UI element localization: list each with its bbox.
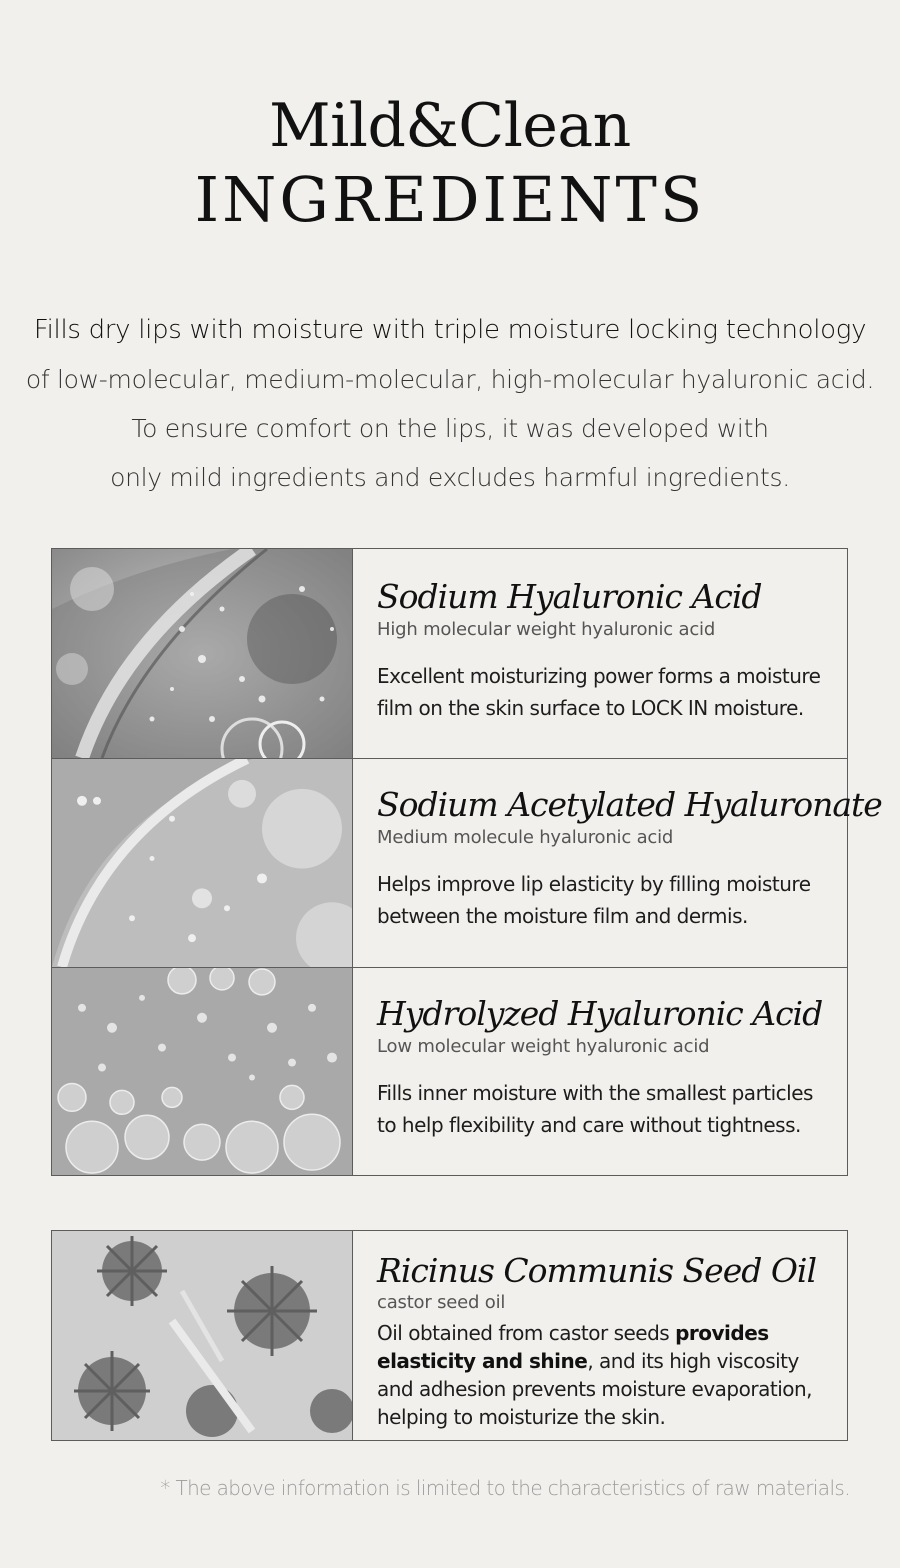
intro-line: of low-molecular, medium-molecular, high-molecular hyaluronic acid. <box>25 365 875 394</box>
ingredient-subtitle: High molecular weight hyaluronic acid <box>377 619 716 640</box>
ingredient-description: Helps improve lip elasticity by filling moisture between the moisture film and dermis. <box>377 872 811 928</box>
ingredient-description <box>377 1319 837 1431</box>
ingredient-name: Ricinus Communis Seed Oil <box>377 1251 816 1290</box>
intro-lead: Fills dry lips with moisture with triple moisture locking technology <box>33 315 867 345</box>
ingredient-row <box>52 1231 847 1440</box>
intro-line: To ensure comfort on the lips, it was developed with <box>131 414 769 443</box>
ingredient-row <box>52 967 847 1175</box>
ingredient-name: Sodium Hyaluronic Acid <box>377 577 762 616</box>
fine-bubbles-image <box>52 968 353 1175</box>
oil-bubbles-image <box>52 759 353 967</box>
castor-seed-pods-image <box>52 1231 353 1440</box>
description-text: Oil obtained from castor seeds <box>377 1321 676 1345</box>
ingredient-row <box>52 549 847 758</box>
description-highlight: provides elasticity and shine <box>377 1321 769 1373</box>
ingredient-row <box>52 758 882 967</box>
ingredient-subtitle: Medium molecule hyaluronic acid <box>377 827 674 848</box>
ingredient-description: Excellent moisturizing power forms a moisture film on the skin surface to LOCK IN moisture. <box>377 664 821 720</box>
ingredient-description: Fills inner moisture with the smallest particles to help flexibility and care without tightness. <box>377 1081 813 1137</box>
castor-oil-card <box>51 1230 848 1441</box>
description-text: , and its high viscosity and adhesion prevents moisture evaporation, helping to moisturize the skin. <box>377 1349 813 1429</box>
ingredient-subtitle: Low molecular weight hyaluronic acid <box>377 1036 710 1057</box>
ingredient-subtitle: castor seed oil <box>377 1292 506 1313</box>
water-droplets-curve-image <box>52 549 353 758</box>
intro-text <box>0 306 900 502</box>
intro-line: only mild ingredients and excludes harmful ingredients. <box>110 463 790 492</box>
page-title-line1: Mild&Clean <box>269 91 631 161</box>
ingredient-name: Sodium Acetylated Hyaluronate <box>377 785 882 824</box>
footnote: * The above information is limited to the characteristics of raw materials. <box>160 1476 850 1500</box>
ingredient-name: Hydrolyzed Hyaluronic Acid <box>377 994 823 1033</box>
page-title-line2: INGREDIENTS <box>194 163 706 236</box>
hyaluronic-ingredients-card <box>51 548 882 1176</box>
